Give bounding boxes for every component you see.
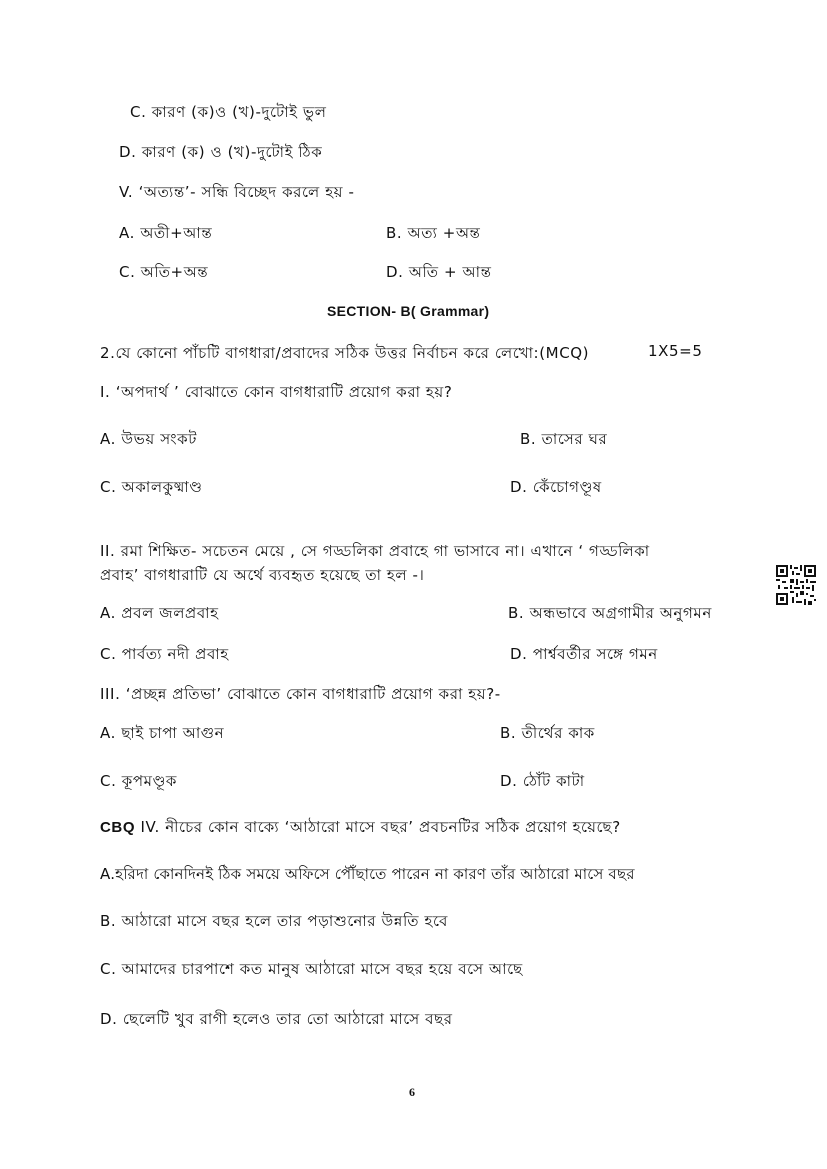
question-v-option-a: A. অতী+আন্ত (119, 224, 213, 242)
page-number: 6 (409, 1085, 416, 1099)
question-ii-line-1: II. রমা শিক্ষিত- সচেতন মেয়ে , সে গড্ডলিকা প্রবাহে গা ভাসাবে না। এখানে ‘ গড্ডলিকা (100, 542, 650, 560)
question-iv-option-b: B. আঠারো মাসে বছর হলে তার পড়াশুনোর উন্নতি হবে (100, 912, 448, 930)
question-ii-option-d: D. পার্শ্ববর্তীর সঙ্গে গমন (510, 645, 658, 663)
question-ii-option-a: A. প্রবল জলপ্রবাহ (100, 604, 219, 622)
question-v-option-d: D. অতি + আন্ত (386, 263, 492, 281)
question-iv-option-c: C. আমাদের চারপাশে কত মানুষ আঠারো মাসে বছর হয়ে বসে আছে (100, 960, 523, 978)
question-i-option-d: D. কেঁচোগণ্ডূষ (510, 478, 602, 496)
question-v-option-c: C. অতি+অন্ত (119, 263, 209, 281)
cbq-tag: CBQ (100, 819, 136, 836)
question-i-option-b: B. তাসের ঘর (520, 430, 608, 448)
question-iii-text: III. ‘প্রচ্ছন্ন প্রতিভা’ বোঝাতে কোন বাগধারাটি প্রয়োগ করা হয়?- (100, 685, 501, 703)
question-iii-option-b: B. তীর্থের কাক (500, 724, 595, 742)
question-iii-option-a: A. ছাই চাপা আগুন (100, 724, 225, 742)
question-v-option-b: B. অত্য +অন্ত (386, 224, 481, 242)
question-v-text: V. ‘অত্যন্ত’- সন্ধি বিচ্ছেদ করলে হয় - (119, 183, 355, 201)
question-ii-option-c: C. পার্বত্য নদী প্রবাহ (100, 645, 229, 663)
question-i-option-c: C. অকালকুষ্মাণ্ড (100, 478, 203, 496)
prev-option-d: D. কারণ (ক) ও (খ)-দুটোই ঠিক (119, 143, 323, 161)
question-iii-option-c: C. কূপমণ্ডূক (100, 772, 178, 790)
qr-code-icon (776, 565, 816, 605)
question-2-instruction: 2.যে কোনো পাঁচটি বাগধারা/প্রবাদের সঠিক উত্তর নির্বাচন করে লেখো:(MCQ) (100, 344, 590, 362)
question-i-text: I. ‘অপদার্থ ’ বোঝাতে কোন বাগধারাটি প্রয়োগ করা হয়? (100, 383, 453, 401)
question-iv-option-d: D. ছেলেটি খুব রাগী হলেও তার তো আঠারো মাসে বছর (100, 1010, 453, 1028)
prev-option-c: C. কারণ (ক)ও (খ)-দুটোই ভুল (130, 103, 327, 121)
question-ii-line-2: প্রবাহ’ বাগধারাটি যে অর্থে ব্যবহৃত হয়েছে তা হল -। (100, 566, 425, 584)
section-title: SECTION- B( Grammar) (327, 303, 490, 319)
question-2-marks: 1X5=5 (648, 342, 703, 360)
question-i-option-a: A. উভয় সংকট (100, 430, 198, 448)
question-ii-option-b: B. অন্ধভাবে অগ্রগামীর অনুগমন (508, 604, 712, 622)
question-iv-option-a: A.হরিদা কোনদিনই ঠিক সময়ে অফিসে পৌঁছাতে পারেন না কারণ তাঁর আঠারো মাসে বছর (100, 865, 635, 883)
question-iii-option-d: D. ঠোঁট কাটা (500, 772, 585, 790)
question-iv-row (100, 816, 621, 841)
question-iv-text: IV. নীচের কোন বাক্যে ‘আঠারো মাসে বছর’ প্রবচনটির সঠিক প্রয়োগ হয়েছে? (140, 818, 621, 836)
